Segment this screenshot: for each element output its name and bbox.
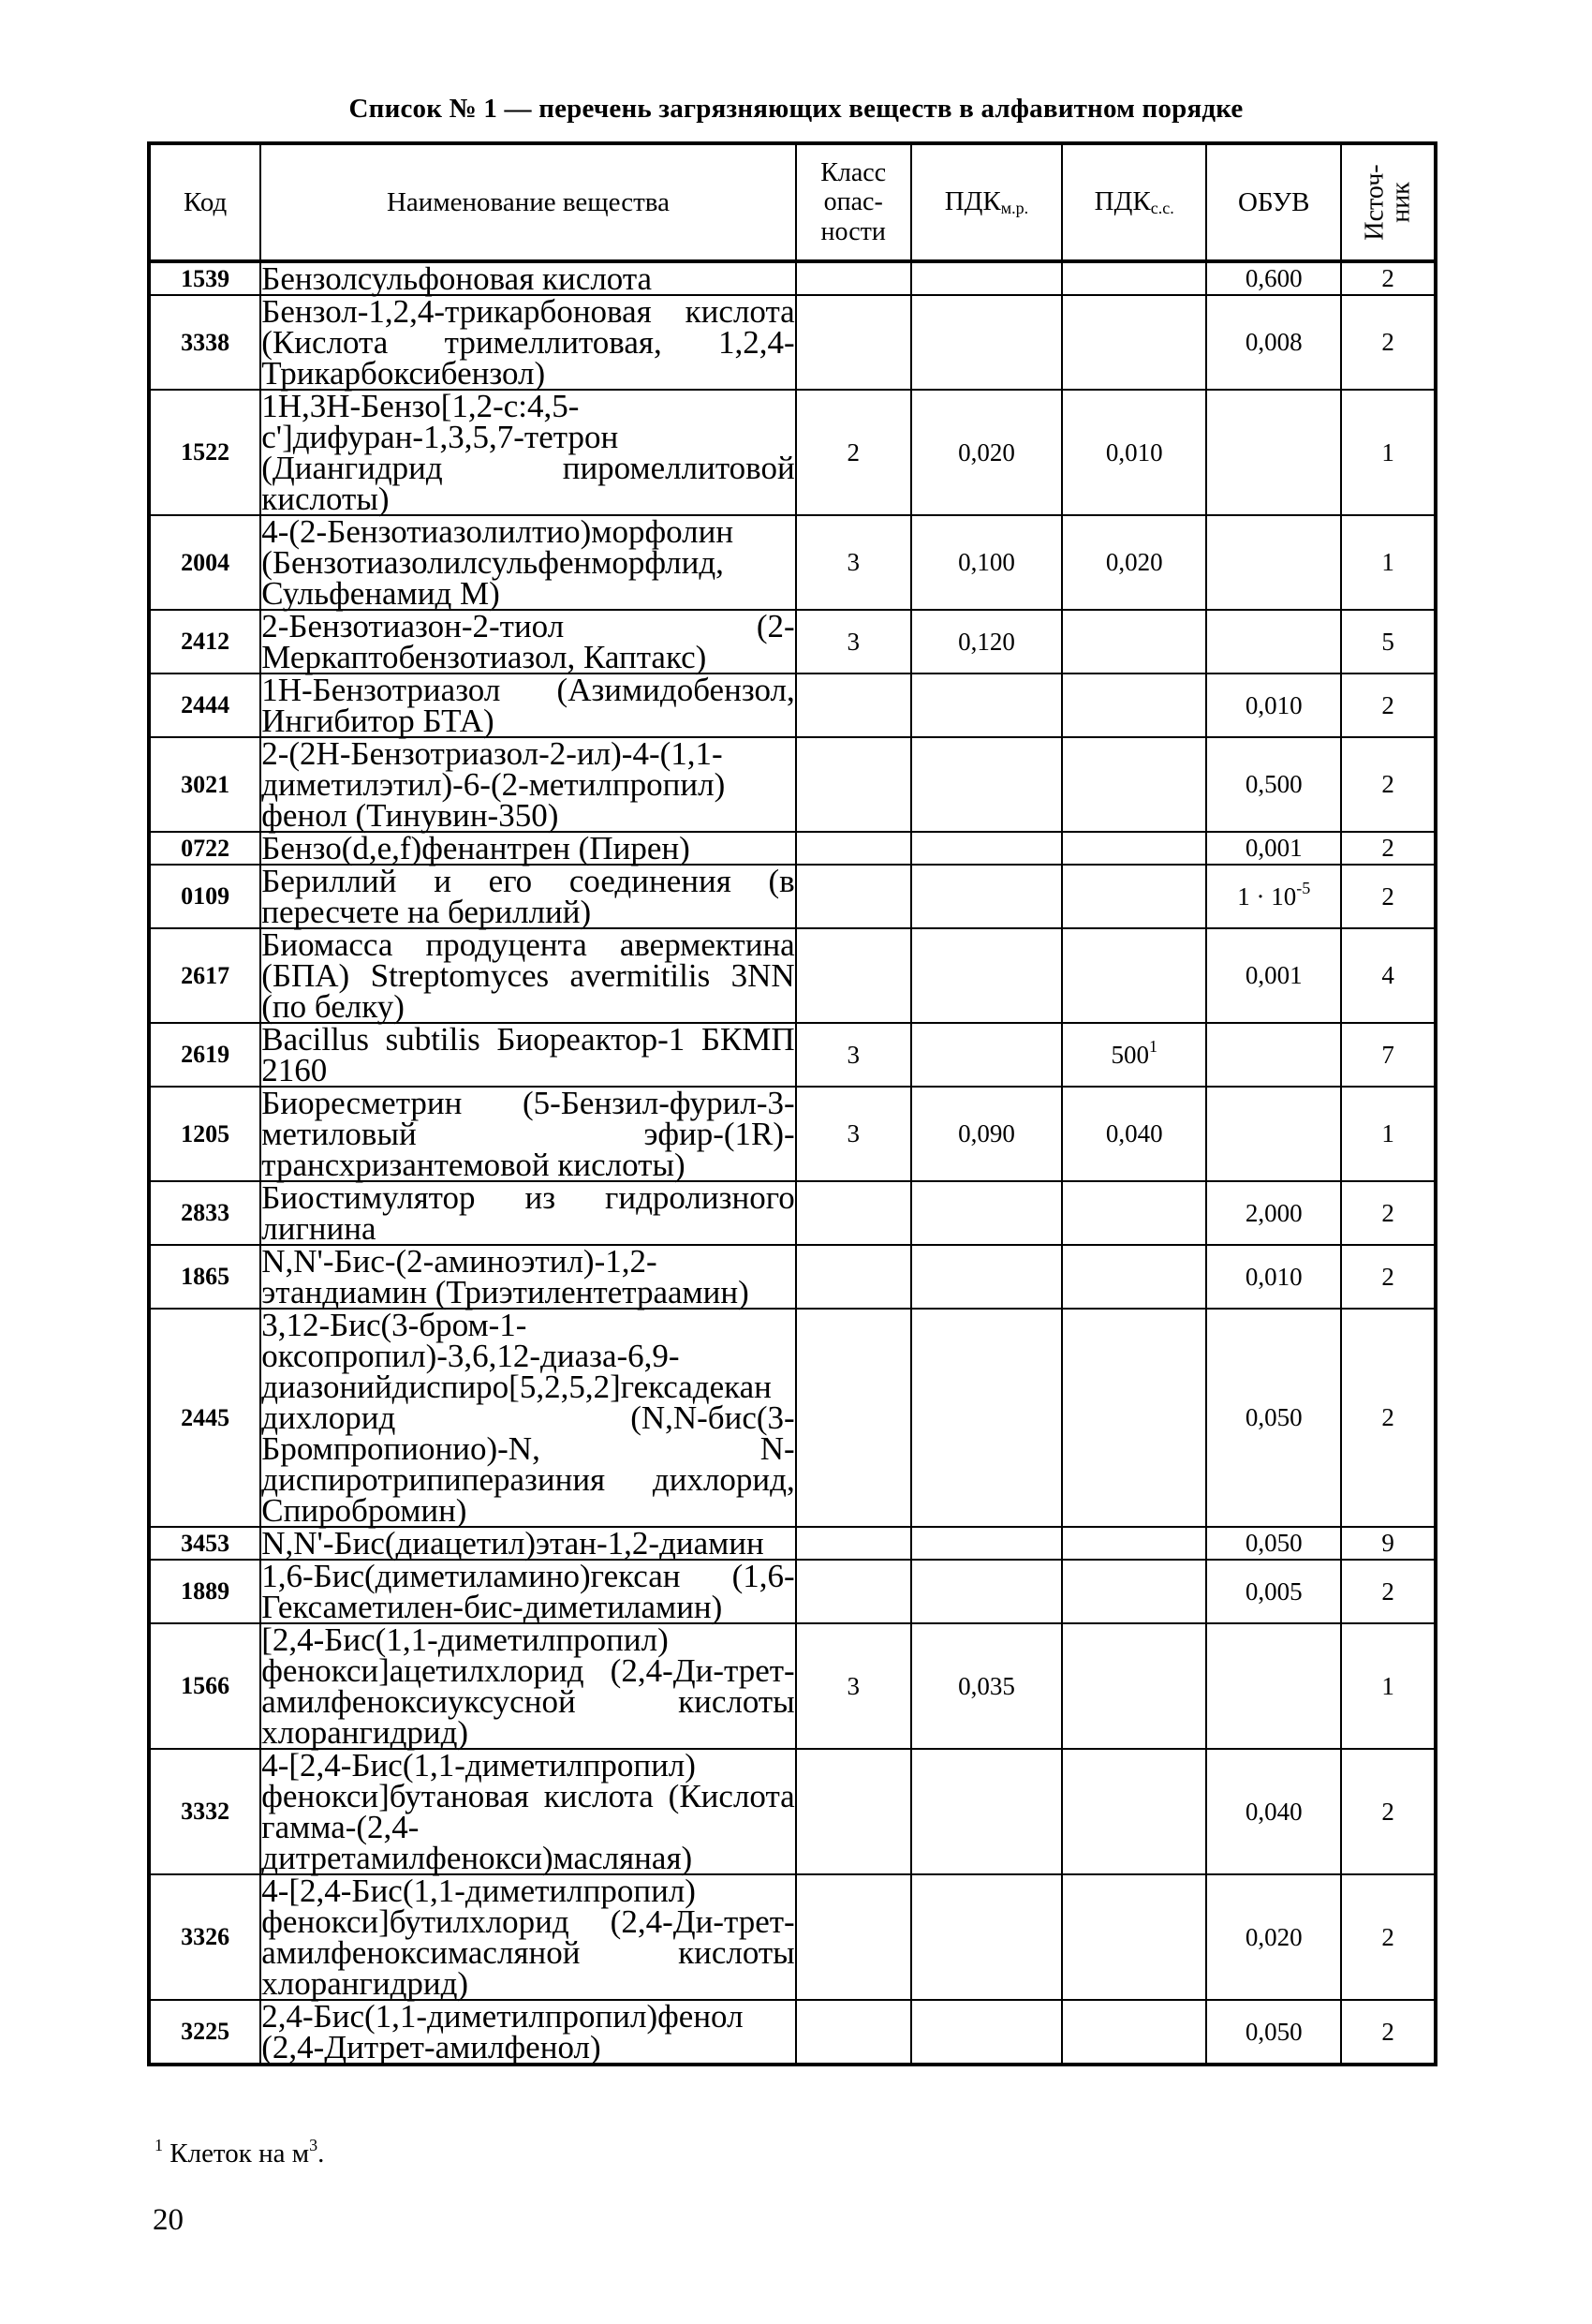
table-header-row: [149, 143, 1436, 261]
pdk-ss-cell: [1062, 1527, 1206, 1560]
substance-name-cell: Биостимулятор из гидролизного лигнина: [261, 1179, 795, 1247]
pdk-mr-cell: [911, 832, 1063, 865]
pdk-ss-cell: [1062, 832, 1206, 865]
pdk-ss-cell: [1062, 1623, 1206, 1749]
pdk-ss-cell: [1062, 1309, 1206, 1527]
pdk-ss-cell: [1062, 2000, 1206, 2065]
hazard-class-cell: [796, 674, 911, 737]
substance-name-cell: 2,4-Бис(1,1-диметилпропил)фенол (2,4-Дитрет-амилфенол): [260, 2000, 795, 2065]
table-row: [149, 1181, 1436, 1245]
table-row: [149, 295, 1436, 390]
code-cell: 2445: [149, 1309, 260, 1527]
substance-name-cell: 2-(2Н-Бензотриазол-2-ил)-4-(1,1-диметилэтил)-6-(2-метилпропил) фенол (Тинувин-350): [260, 737, 795, 832]
obuv-cell: 0,040: [1206, 1749, 1341, 1874]
hazard-class-cell: [796, 1181, 911, 1245]
pdk-ss-cell: [1062, 1245, 1206, 1309]
code-cell: 1522: [149, 390, 260, 515]
substance-name-cell: 1Н,3Н-Бензо[1,2-c:4,5-c']дифуран-1,3,5,7-тетрон (Диангидрид пиромеллитовой кислоты): [261, 388, 795, 517]
hazard-class-cell: [796, 261, 911, 295]
obuv-cell: 0,600: [1206, 261, 1341, 295]
obuv-cell: 0,001: [1206, 832, 1341, 865]
hazard-class-cell: [796, 1245, 911, 1309]
substance-name-cell: 4-[2,4-Бис(1,1-диметилпропил) фенокси]бутановая кислота (Кислота гамма-(2,4-дитретамилфенокси)масляная): [261, 1747, 795, 1876]
table-row: [149, 1623, 1436, 1749]
code-cell: 3225: [149, 2000, 260, 2065]
substance-name-cell: N,N'-Бис(диацетил)этан-1,2-диамин: [260, 1527, 795, 1560]
table-row: [149, 1749, 1436, 1874]
code-cell: 1566: [149, 1623, 260, 1749]
pdk-ss-cell: [1062, 865, 1206, 928]
hazard-class-cell: [796, 1309, 911, 1527]
header-source: Источ- ник: [1341, 143, 1436, 261]
code-cell: 2617: [149, 928, 260, 1023]
obuv-cell: [1206, 515, 1341, 610]
code-cell: 3326: [149, 1874, 260, 2000]
obuv-cell: 0,010: [1206, 1245, 1341, 1309]
pdk-mr-cell: [911, 1874, 1063, 2000]
code-cell: 2619: [149, 1023, 260, 1087]
substance-name-cell: Биоресметрин (5-Бензил-фурил-3-метиловый эфир-(1R)-трансхризантемовой кислоты): [261, 1085, 795, 1183]
source-cell: 2: [1341, 295, 1436, 390]
hazard-class-cell: 3: [796, 1023, 911, 1087]
table-row: [149, 1527, 1436, 1560]
pdk-ss-cell: 0,040: [1062, 1087, 1206, 1181]
table-body: [149, 261, 1436, 2065]
pdk-ss-cell: [1062, 1181, 1206, 1245]
source-cell: 1: [1341, 390, 1436, 515]
code-cell: 3332: [149, 1749, 260, 1874]
table-row: [149, 674, 1436, 737]
source-cell: 5: [1341, 610, 1436, 674]
code-cell: 2833: [149, 1181, 260, 1245]
hazard-class-cell: [796, 295, 911, 390]
pdk-ss-cell: 0,020: [1062, 515, 1206, 610]
source-cell: 2: [1341, 2000, 1436, 2065]
hazard-class-cell: [796, 737, 911, 832]
source-cell: 2: [1341, 1749, 1436, 1874]
obuv-cell: 0,050: [1206, 1309, 1341, 1527]
substance-name-cell: Bacillus subtilis Биореактор-1 БКМП 2160: [261, 1021, 795, 1088]
substance-name-cell: 3,12-Бис(3-бром-1-оксопропил)-3,6,12-диаза-6,9-диазонийдиспиро[5,2,5,2]гексадекан дихлорид (N,N-бис(3-Бромпропионио)-N, N-диспиротрипиперазиния дихлорид, Спиробромин): [261, 1307, 795, 1529]
substances-table: [147, 141, 1437, 2066]
obuv-cell: 0,001: [1206, 928, 1341, 1023]
source-cell: 4: [1341, 928, 1436, 1023]
hazard-class-cell: [796, 928, 911, 1023]
table-row: [149, 1874, 1436, 2000]
substance-name-cell: Бензолсульфоновая кислота: [260, 261, 795, 295]
source-cell: 1: [1341, 1087, 1436, 1181]
pdk-mr-cell: 0,035: [911, 1623, 1063, 1749]
exponent: -5: [1296, 878, 1311, 897]
code-cell: 0722: [149, 832, 260, 865]
substance-name-cell: Бензол-1,2,4-трикарбоновая кислота (Кислота тримеллитовая, 1,2,4-Трикарбоксибензол): [261, 293, 795, 392]
pdk-ss-cell: [1062, 610, 1206, 674]
hazard-class-cell: [796, 1874, 911, 2000]
header-pdk-ss: $ПДК_{с.с.}$: [1062, 143, 1206, 261]
hazard-class-cell: [796, 1527, 911, 1560]
table-row: [149, 390, 1436, 515]
pdk-mr-cell: 0,120: [911, 610, 1063, 674]
pdk-mr-cell: [911, 1749, 1063, 1874]
hazard-class-cell: [796, 865, 911, 928]
obuv-cell: 0,008: [1206, 295, 1341, 390]
hazard-class-cell: [796, 832, 911, 865]
code-cell: 2412: [149, 610, 260, 674]
source-cell: 2: [1341, 1874, 1436, 2000]
table-row: [149, 1087, 1436, 1181]
source-cell: 9: [1341, 1527, 1436, 1560]
obuv-cell: 0,500: [1206, 737, 1341, 832]
code-cell: 1889: [149, 1560, 260, 1623]
table-row: [149, 261, 1436, 295]
source-cell: 1: [1341, 1623, 1436, 1749]
header-obuv: ОБУВ: [1206, 143, 1341, 261]
source-cell: 2: [1341, 737, 1436, 832]
pdk-ss-cell: [1062, 674, 1206, 737]
source-cell: 1: [1341, 515, 1436, 610]
obuv-cell: [1206, 610, 1341, 674]
table-row: [149, 865, 1436, 928]
pdk-ss-cell: 0,010: [1062, 390, 1206, 515]
pdk-mr-cell: 0,020: [911, 390, 1063, 515]
table-row: [149, 1560, 1436, 1623]
source-cell: 2: [1341, 1309, 1436, 1527]
footnote-ref: 1: [1148, 1036, 1157, 1056]
pdk-ss-cell: $500^1$: [1062, 1023, 1206, 1087]
hazard-class-cell: 3: [796, 1087, 911, 1181]
pdk-mr-cell: [911, 865, 1063, 928]
hazard-class-cell: [796, 1560, 911, 1623]
obuv-cell: [1206, 1623, 1341, 1749]
table-row: [149, 928, 1436, 1023]
pdk-ss-cell: [1062, 1749, 1206, 1874]
hazard-class-cell: 3: [796, 515, 911, 610]
header-hazard-class: Класс опас- ности: [796, 143, 911, 261]
obuv-cell: 0,050: [1206, 2000, 1341, 2065]
obuv-cell: 0,005: [1206, 1560, 1341, 1623]
code-cell: 3453: [149, 1527, 260, 1560]
substance-name-cell: 4-(2-Бензотиазолилтио)морфолин (Бензотиазолилсульфенморфлид, Сульфенамид М): [260, 515, 795, 610]
hazard-class-cell: [796, 1749, 911, 1874]
table-row: [149, 737, 1436, 832]
table-row: [149, 1245, 1436, 1309]
obuv-cell: 0,050: [1206, 1527, 1341, 1560]
pdk-mr-cell: [911, 261, 1063, 295]
pdk-ss-cell: [1062, 928, 1206, 1023]
hazard-class-cell: 3: [796, 1623, 911, 1749]
header-code: Код: [149, 143, 260, 261]
source-cell: 7: [1341, 1023, 1436, 1087]
code-cell: 1865: [149, 1245, 260, 1309]
table-row: [149, 515, 1436, 610]
table-row: [149, 1023, 1436, 1087]
pdk-mr-cell: [911, 1560, 1063, 1623]
pdk-ss-cell: [1062, 261, 1206, 295]
obuv-cell: $1 \cdot 10^{-5}$: [1206, 865, 1341, 928]
source-cell: 2: [1341, 261, 1436, 295]
pdk-mr-cell: [911, 1527, 1063, 1560]
obuv-cell: 2,000: [1206, 1181, 1341, 1245]
substance-name-cell: 1,6-Бис(диметиламино)гексан (1,6-Гексаметилен-бис-диметиламин): [261, 1558, 795, 1625]
pdk-ss-cell: [1062, 1874, 1206, 2000]
obuv-cell: [1206, 1023, 1341, 1087]
pdk-mr-cell: [911, 1309, 1063, 1527]
code-cell: 1205: [149, 1087, 260, 1181]
footnote: $^1$ Клеток на $м^3$.: [155, 2136, 325, 2169]
substance-name-cell: Биомасса продуцента авермектина (БПА) Streptomyces avermitilis 3NN (по белку): [261, 926, 795, 1025]
code-cell: 2444: [149, 674, 260, 737]
pdk-mr-cell: [911, 2000, 1063, 2065]
source-cell: 2: [1341, 832, 1436, 865]
obuv-cell: [1206, 1087, 1341, 1181]
hazard-class-cell: 3: [796, 610, 911, 674]
table-row: [149, 832, 1436, 865]
source-cell: 2: [1341, 1245, 1436, 1309]
hazard-class-cell: 2: [796, 390, 911, 515]
code-cell: 0109: [149, 865, 260, 928]
hazard-class-cell: [796, 2000, 911, 2065]
pdk-mr-cell: 0,090: [911, 1087, 1063, 1181]
pdk-mr-cell: [911, 1181, 1063, 1245]
page-title: Список № 1 — перечень загрязняющих веществ в алфавитном порядке: [348, 94, 1244, 124]
pdk-mr-cell: [911, 674, 1063, 737]
table-row: [149, 1309, 1436, 1527]
pdk-mr-cell: [911, 1245, 1063, 1309]
page-number: 20: [153, 2203, 184, 2237]
substance-name-cell: N,N'-Бис-(2-аминоэтил)-1,2-этандиамин (Триэтилентетраамин): [260, 1245, 795, 1309]
header-pdk-mr: $ПДК_{м.р.}$: [911, 143, 1063, 261]
code-cell: 3021: [149, 737, 260, 832]
substance-name-cell: Бериллий и его соединения (в пересчете на бериллий): [261, 863, 795, 930]
source-cell: 2: [1341, 1181, 1436, 1245]
substance-name-cell: 4-[2,4-Бис(1,1-диметилпропил) фенокси]бутилхлорид (2,4-Ди-трет-амилфеноксимасляной кислоты хлорангидрид): [261, 1873, 795, 2002]
pdk-mr-cell: 0,100: [911, 515, 1063, 610]
header-name: Наименование вещества: [260, 143, 795, 261]
pdk-ss-cell: [1062, 1560, 1206, 1623]
pdk-mr-cell: [911, 1023, 1063, 1087]
code-cell: 1539: [149, 261, 260, 295]
substance-name-cell: 2-Бензотиазон-2-тиол (2-Меркаптобензотиазол, Каптакс): [261, 608, 795, 675]
pdk-ss-cell: [1062, 295, 1206, 390]
substance-name-cell: Бензо(d,e,f)фенантрен (Пирен): [260, 832, 795, 865]
obuv-cell: 0,020: [1206, 1874, 1341, 2000]
code-cell: 3338: [149, 295, 260, 390]
pdk-mr-cell: [911, 928, 1063, 1023]
pdk-mr-cell: [911, 295, 1063, 390]
substance-name-cell: 1Н-Бензотриазол (Азимидобензол, Ингибитор БТА): [261, 672, 795, 739]
pdk-ss-cell: [1062, 737, 1206, 832]
source-cell: 2: [1341, 1560, 1436, 1623]
table-row: [149, 2000, 1436, 2065]
source-cell: 2: [1341, 674, 1436, 737]
obuv-cell: [1206, 390, 1341, 515]
substance-name-cell: [2,4-Бис(1,1-диметилпропил) фенокси]ацетилхлорид (2,4-Ди-трет-амилфеноксиуксусной кислоты хлорангидрид): [261, 1621, 795, 1751]
table-row: [149, 610, 1436, 674]
source-cell: 2: [1341, 865, 1436, 928]
code-cell: 2004: [149, 515, 260, 610]
obuv-cell: 0,010: [1206, 674, 1341, 737]
pdk-mr-cell: [911, 737, 1063, 832]
